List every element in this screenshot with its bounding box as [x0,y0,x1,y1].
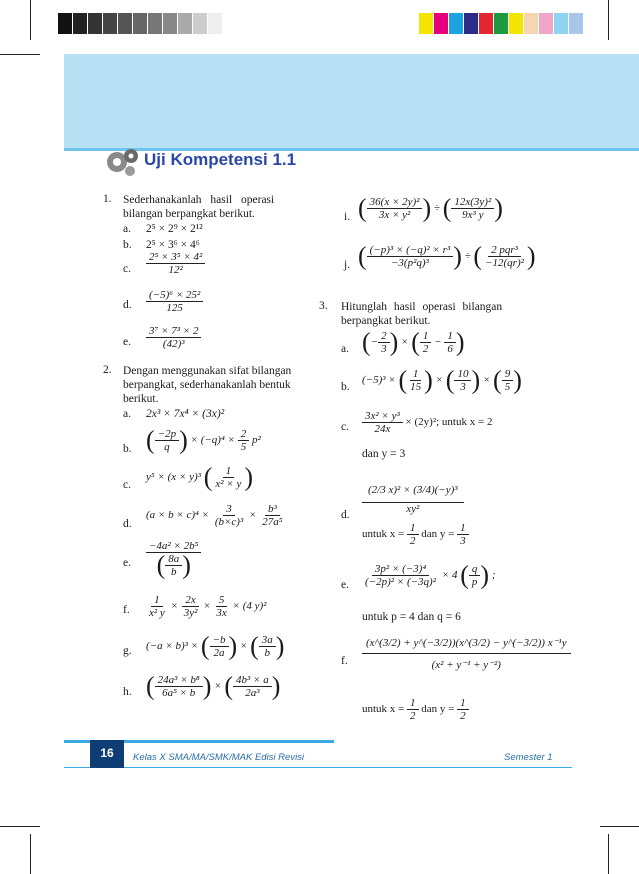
gray-swatch [118,13,133,34]
term: (−a × b)³ × [146,640,199,653]
color-swatch [509,13,524,34]
item-label: d. [123,518,132,530]
denominator: −12(qr)² [485,257,524,269]
fraction [146,289,203,314]
denominator: 3x × y² [378,209,411,221]
operator: × 4 [441,569,458,582]
gray-swatch [58,13,73,34]
numerator: 1 [420,330,432,343]
condition: untuk p = 4 dan q = 6 [362,611,461,623]
item-label: e. [123,336,131,348]
expression: 2x³ × 7x⁴ × (3x)² [146,408,225,420]
numerator: (−5)⁶ × 25² [146,289,203,302]
item-label: c. [123,263,131,275]
expression: (a × b × c)⁴ × $\frac{3}{\text{(b×c)³}}$ × $\frac{\text{b³}}{\text{27a⁵}}$ [146,503,286,528]
expression: (−5)³ × ( $\frac{1}{15}$ ) × ( $\frac{10}{3}$ ) × ( $\frac{9}{5}$ ) [362,365,522,395]
denominator: (42)³ [162,338,185,350]
numerator: 2⁵ × 3⁵ × 4² [146,251,205,264]
expression [362,410,492,435]
term: p² [251,434,261,447]
denominator: 3 [460,535,466,547]
item-label: h. [123,686,132,698]
gray-swatch [88,13,103,34]
denominator: b [170,566,177,578]
denominator: 125 [166,302,183,314]
gears-icon [104,146,140,178]
item-label: f. [123,604,130,616]
expression: ( $\frac{\text{24a³ × b⁸}}{\text{6a⁵ × b}}$ ) × ( $\frac{\text{4b³ × a}}{\text{2a³}}$ ) [146,671,281,701]
question-number: 3. [319,300,328,312]
numerator: −b [210,634,229,647]
denominator: −3(p²q)³ [391,257,429,269]
color-calibration-bar [419,13,584,34]
denominator: 3 [460,381,466,393]
term: y⁵ × (x × y)³ [146,471,201,484]
gray-swatch [73,13,88,34]
semester-label: Semester 1 [504,752,553,763]
numerator: 3x² × y³ [362,410,403,423]
item-label: a. [123,223,131,235]
numerator: 4b³ × a [233,674,272,687]
denominator: 2 [410,535,416,547]
denominator: 2 [422,343,429,355]
numerator: 3⁷ × 7³ × 2 [146,325,201,338]
expression: ( $\frac{-2p}{q}$ ) × (−q)⁴ × $\frac{2}{5}$ p² [146,425,261,455]
denominator: b [264,647,271,659]
denominator: 6 [447,343,453,355]
numerator: 5 [216,594,228,607]
question-text: Sederhanakanlah hasil operasi [123,194,275,206]
term: × (4 y)² [232,600,267,613]
term: (−5)³ × [362,374,396,387]
numerator: 1 [407,697,419,710]
numerator: 36(x × 2y)² [367,196,423,209]
denominator: 2 [460,710,466,722]
denominator: 3 [381,343,387,355]
item-label: a. [123,408,131,420]
denominator: 2a³ [245,687,260,699]
gray-swatch [178,13,193,34]
crop-mark [0,54,40,55]
crop-mark [608,834,609,874]
denominator: xy² [406,503,420,515]
numerator: 2x [182,594,198,607]
item-label: e. [123,557,131,569]
denominator: (x² + y⁻¹ + y⁻²) [431,659,501,671]
color-swatch [419,13,434,34]
crop-mark [30,0,31,40]
denominator: 3x [216,607,227,619]
numerator: 9 [502,368,514,381]
crop-mark [0,826,40,827]
numerator: 8a [165,553,182,566]
numerator: −4a² × 2b⁵ [146,540,201,553]
expression: $\frac{\text{3p² × (−3)⁴}}{\text{(−2p)² × (−3q)²}}$ × 4 ( $\frac{q}{p}$ ) ; [362,563,495,588]
operator: × (−q)⁴ × [190,434,235,447]
question-number: 1. [103,193,112,205]
numerator: (2/3 x)² × (3/4)(−y)³ [362,478,464,503]
numerator: b³ [265,503,280,516]
condition-text: dan y = [421,703,455,716]
question-number: 2. [103,364,112,376]
color-swatch [569,13,584,34]
color-swatch [494,13,509,34]
numerator: 3a [259,634,276,647]
gray-swatch [193,13,208,34]
gray-calibration-bar [58,13,223,34]
item-label: a. [341,343,349,355]
numerator: 1 [151,594,163,607]
color-swatch [434,13,449,34]
denominator: 27a⁵ [262,516,283,528]
denominator: 12² [168,264,183,276]
numerator: 24a³ × b⁸ [155,674,203,687]
book-title: Kelas X SMA/MA/SMK/MAK Edisi Revisi [133,752,305,763]
denominator: p [471,576,478,588]
item-label: b. [123,239,132,251]
denominator: (−2p)² × (−3q)² [365,576,437,588]
numerator: 1 [410,368,422,381]
item-label: b. [123,443,132,455]
term: (a × b × c)⁴ × [146,509,210,522]
denominator: 9x³ y [462,209,484,221]
condition-text: untuk x = [362,703,405,716]
expression: $\frac{1}{\text{x² y}}$ × $\frac{2x}{\text{3y²}}$ × $\frac{5}{3x}$ × (4 y)² [146,594,266,619]
numerator: 2 pqr³ [488,244,521,257]
crop-mark [30,834,31,874]
condition-text: untuk x = [362,528,405,541]
numerator: q [469,563,481,576]
item-label: g. [123,645,132,657]
numerator: (x^(3/2) + y^(−3/2))(x^(3/2) − y^(−3/2)) x⁻¹y [362,632,571,654]
fraction [146,251,205,276]
item-label: f. [341,655,348,667]
numerator: −2p [155,428,179,441]
section-title: Uji Kompetensi 1.1 [144,150,297,169]
term: ; [491,569,496,582]
fraction [362,478,464,515]
footer-separator [64,767,572,768]
numerator: 1 [223,465,235,478]
numerator: 1 [457,697,469,710]
condition [362,697,469,722]
question-text: bilangan berpangkat berikut. [123,208,255,220]
gray-swatch [163,13,178,34]
item-label: c. [341,421,349,433]
question-text: Hitunglah hasil operasi bilangan [341,301,503,313]
color-swatch [554,13,569,34]
color-swatch [464,13,479,34]
item-label: i. [344,211,351,223]
color-swatch [539,13,554,34]
question-text: berpangkat, sederhanakanlah bentuk [123,379,291,391]
denominator: 15 [410,381,422,393]
condition [362,522,469,547]
expression: 2⁵ × 2⁹ × 2¹² [146,223,203,235]
expression: (−a × b)³ × ( $\frac{-b}{2a}$ ) × ( $\frac{3a}{b}$ ) [146,631,285,661]
denominator: x² y [149,607,165,619]
denominator: 6a⁵ × b [162,687,196,699]
denominator: 5 [504,381,511,393]
gray-swatch [148,13,163,34]
fraction [146,325,201,350]
operator: × [401,336,409,349]
question-text: berpangkat berikut. [341,315,431,327]
expression: y⁵ × (x × y)³ ( $\frac{1}{\text{x² × y}}$ ) [146,462,254,492]
denominator: q [164,441,170,453]
color-swatch [479,13,494,34]
numerator: 10 [454,368,471,381]
denominator: x² × y [215,478,242,490]
condition-text: dan y = [421,528,455,541]
fraction [362,632,571,671]
item-label: c. [123,479,131,491]
denominator: 24x [374,423,391,435]
numerator: 1 [457,522,469,535]
numerator: 3p² × (−3)⁴ [372,563,429,576]
color-swatch [524,13,539,34]
header-band [64,54,639,151]
denominator: 2a [213,647,225,659]
crop-mark [600,826,639,827]
crop-mark [608,0,609,40]
color-swatch [449,13,464,34]
term: × (2y)²; untuk x = 2 [405,416,493,429]
numerator: 12x(3y)² [451,196,494,209]
page-number: 16 [90,740,124,768]
numerator: 3 [223,503,235,516]
fraction: −4a² × 2b⁵ ( $\frac{8a}{b}$ ) [146,540,201,578]
item-label: e. [341,579,349,591]
expression: 2⁵ × 3⁶ × 4⁶ [146,239,200,251]
denominator: 3y² [183,607,198,619]
question-text: berikut. [123,393,159,405]
condition: dan y = 3 [362,448,406,460]
denominator: 2 [410,710,416,722]
item-label: j. [344,259,351,271]
numerator: 2 [378,330,390,343]
denominator: (b×c)³ [214,516,244,528]
denominator: 5 [240,441,247,453]
numerator: 1 [407,522,419,535]
expression: ( $\frac{\text{(−p)³ × (−q)² × r³}}{\text{−3(p²q)³}}$ ) ÷ ( $\frac{\text{2 pqr³}}{\text{−12(qr)²}}$ ) [358,241,536,271]
gray-swatch [103,13,118,34]
gray-swatch [208,13,223,34]
gray-swatch [133,13,148,34]
numerator: 2 [238,428,250,441]
question-text: Dengan menggunakan sifat bilangan [123,365,292,377]
numerator: (−p)³ × (−q)² × r³ [367,244,454,257]
item-label: d. [123,299,132,311]
item-label: b. [341,381,350,393]
numerator: 1 [444,330,456,343]
expression: ( $\frac{\text{36(x × 2y)²}}{\text{3x × y²}}$ ) ÷ ( $\frac{\text{12x(3y)²}}{\text{9x³ y}}$ ) [358,193,503,223]
item-label: d. [341,509,350,521]
expression: (− $\frac{2}{3}$ ) × ( $\frac{1}{2}$ − $\frac{1}{6}$ ) [362,327,465,357]
